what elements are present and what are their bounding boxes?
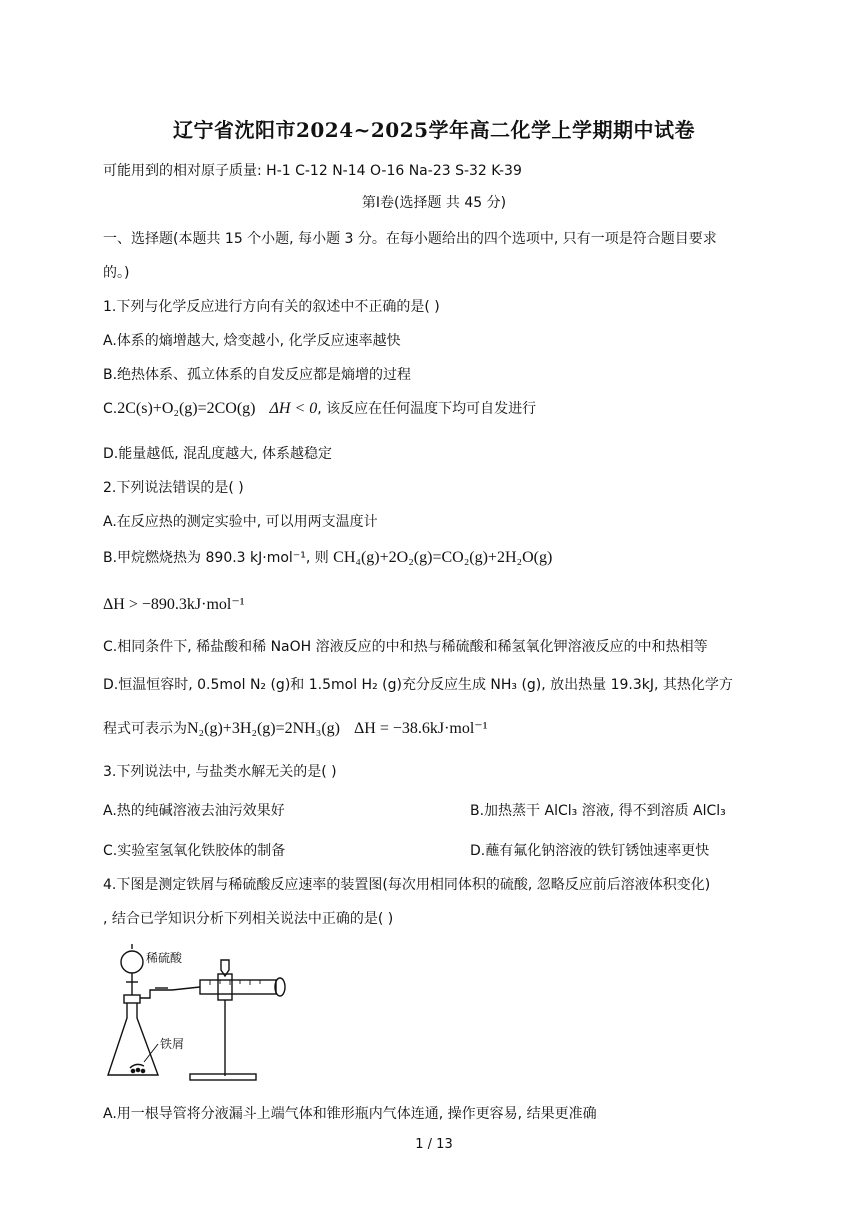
- q2-option-b-delta: ΔH > −890.3kJ·mol⁻¹: [103, 596, 245, 613]
- q2-option-c: C.相同条件下, 稀盐酸和稀 NaOH 溶液反应的中和热与稀硫酸和稀氢氧化钾溶液反应的中和热相等: [103, 639, 708, 655]
- q3-option-c: C.实验室氢氧化铁胶体的制备: [103, 843, 286, 859]
- iron-stand-base: [190, 1074, 256, 1080]
- q1-option-b: B.绝热体系、孤立体系的自发反应都是熵增的过程: [103, 367, 412, 383]
- section-title: 第Ⅰ卷(选择题 共 45 分): [361, 195, 507, 211]
- q2-option-d-formula: N₂(g)+3H₂(g)=2NH₃(g): [187, 720, 340, 737]
- q3-option-b: B.加热蒸干 AlCl₃ 溶液, 得不到溶质 AlCl₃: [470, 803, 726, 819]
- q1-option-d: D.能量越低, 混乱度越大, 体系越稳定: [103, 446, 333, 462]
- label-dilute-sulfuric-acid: 稀硫酸: [146, 951, 183, 965]
- apparatus-figure: [100, 940, 290, 1086]
- q4-stem-line-2: , 结合已学知识分析下列相关说法中正确的是( ): [103, 911, 394, 927]
- q1-option-c: [103, 398, 536, 418]
- q2-option-a: A.在反应热的测定实验中, 可以用两支温度计: [103, 514, 378, 530]
- q2-option-b: [103, 547, 552, 567]
- atomic-masses: 可能用到的相对原子质量: H-1 C-12 N-14 O-16 Na-23 S-32 K-39: [103, 163, 522, 179]
- instructions-line-1: 一、选择题(本题共 15 个小题, 每小题 3 分。在每小题给出的四个选项中, 只有一项是符合题目要求: [103, 231, 717, 247]
- q2-option-d-line-1: D.恒温恒容时, 0.5mol N₂ (g)和 1.5mol H₂ (g)充分反应生成 NH₃ (g), 放出热量 19.3kJ, 其热化学方: [103, 677, 733, 693]
- q1-option-c-suffix: , 该反应在任何温度下均可自发进行: [317, 401, 537, 417]
- page-title: 辽宁省沈阳市2024~2025学年高二化学上学期期中试卷: [172, 118, 696, 142]
- conical-flask: [108, 1003, 158, 1075]
- q1-option-c-formula: 2C(s)+O₂(g)=2CO(g): [117, 400, 256, 417]
- q2-option-d-prefix: 程式可表示为: [103, 721, 187, 737]
- page-number: 1 / 13: [415, 1137, 453, 1152]
- q4-option-a: A.用一根导管将分液漏斗上端气体和锥形瓶内气体连通, 操作更容易, 结果更准确: [103, 1106, 597, 1122]
- q1-option-c-delta: ΔH < 0: [269, 400, 318, 417]
- q2-option-d-delta: ΔH = −38.6kJ·mol⁻¹: [353, 720, 488, 737]
- q4-stem-line-1: 4.下图是测定铁屑与稀硫酸反应速率的装置图(每次用相同体积的硫酸, 忽略反应前后溶液体积变化): [103, 877, 711, 893]
- separatory-funnel-bulb: [121, 951, 143, 973]
- syringe-barrel: [200, 980, 276, 994]
- q1-option-a: A.体系的熵增越大, 焓变越小, 化学反应速率越快: [103, 333, 401, 349]
- q2-stem: 2.下列说法错误的是( ): [103, 480, 244, 496]
- q2-option-b-formula: CH₄(g)+2O₂(g)=CO₂(g)+2H₂O(g): [333, 549, 553, 566]
- q3-option-a: A.热的纯碱溶液去油污效果好: [103, 803, 285, 819]
- instructions-line-2: 的。): [103, 265, 130, 281]
- q3-stem: 3.下列说法中, 与盐类水解无关的是( ): [103, 764, 337, 780]
- label-iron-filings: 铁屑: [160, 1037, 185, 1051]
- q1-option-c-prefix: C.: [103, 401, 118, 417]
- q3-option-d: D.蘸有氟化钠溶液的铁钉锈蚀速率更快: [470, 843, 710, 859]
- q2-option-b-prefix: B.甲烷燃烧热为 890.3 kJ·mol⁻¹, 则: [103, 550, 329, 566]
- q2-option-d-line-2: [103, 718, 488, 738]
- q1-stem: 1.下列与化学反应进行方向有关的叙述中不正确的是( ): [103, 299, 440, 315]
